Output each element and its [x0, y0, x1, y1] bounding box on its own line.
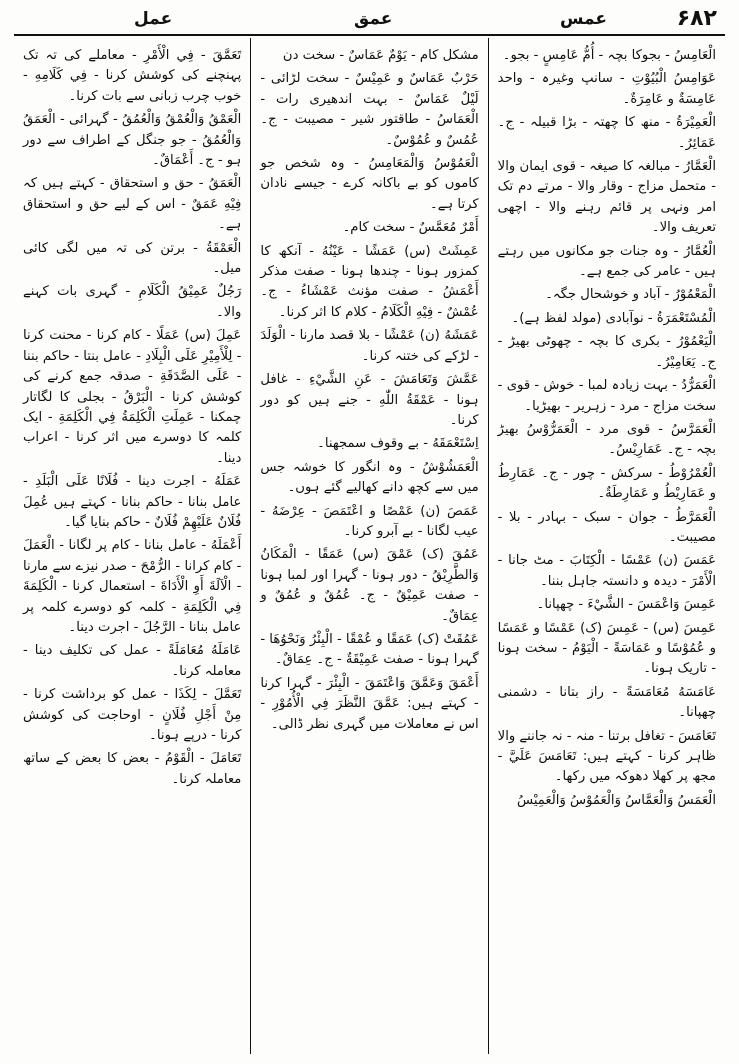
dictionary-entry: عَمَسَ (ن) عَمْسًا - الْكِتَابَ - مٹ جانا - الْأَمْرَ - دیدہ و دانستہ جاہل بننا۔: [497, 553, 716, 589]
dictionary-entry: الْعَمَّارُ - مبالغہ کا صیغہ - قوی ایمان والا - متحمل مزاج - وقار والا - مرتے دم تک امر ونہی پر قائم رہنے والا - اچھی تعریف والا۔: [497, 159, 716, 236]
dictionary-entry: الْعَمْقُ وَالْعُمْقُ وَالْعُمُقُ - گہرائی - الْعَمَقُ وَالْعُمُقُ - جو جنگل کے اطراف سے دور ہو - ج۔ أَعْمَاقٌ۔: [23, 112, 242, 169]
dictionary-columns: [14, 38, 725, 1054]
dictionary-entry: أَمْرٌ مُعَمَّسٌ - سخت کام۔: [342, 220, 479, 236]
dictionary-entry: الْعَامِسُ - بجوکا بچہ - أُمُّ عَامِسٍ - بجو۔: [502, 48, 716, 63]
column-right: [489, 38, 725, 1054]
page-header: [14, 4, 725, 36]
dictionary-entry: الْعُمَّارُ - وہ جنات جو مکانوں میں رہتے ہیں - عامر کی جمع ہے۔: [497, 243, 716, 280]
dictionary-entry: أَعْمَلَهُ - عامل بنانا - کام پر لگانا - الْعَمَلَ - کام کرانا - الرُّمْحَ - صدر نیزے سے مارنا - الْآلَةَ أَوِ الْأَدَاةَ - استعمال کرنا - الْكَلِمَةَ فِي الْكَلِمَةِ - کلمہ کو دوسرے کلمہ پر عامل بنانا - الرَّجُلَ - اجرت دینا۔: [23, 538, 242, 635]
dictionary-entry: أَعْمَقَ وَعَمَّقَ وَاعْتَمَقَ - الْبِئْرَ - گہرا کرنا - کہتے ہیں: عَمَّقَ النَّظَرَ فِي الْأُمُوْرِ - اس نے معاملات میں گہری نظر ڈالی۔: [260, 675, 479, 732]
dictionary-entry: اِسْتَعْمَقَهُ - بے وقوف سمجھنا۔: [317, 436, 479, 452]
dictionary-entry: حَرْبٌ عَمَاسٌ و عَمِيْسٌ - سخت لڑائی - لَيْلٌ عَمَاسٌ - بہت اندھیری رات - الْعَمَاسُ - طاقتور شیر - مصیبت - ج۔ عُمُسٌ و عُمُوْسٌ۔: [260, 71, 479, 148]
dictionary-entry: عَمُقَتْ (ک) عَمَقًا و عُمْقًا - الْبِئْرُ وَنَحْوُهَا - گہرا ہونا - صفت عَمِيْقَةٌ - ج۔ عِمَاقٌ۔: [260, 631, 479, 668]
dictionary-entry: تَعَامَلَ - الْقَوْمُ - بعض کا بعض کے ساتھ معاملہ کرنا۔: [23, 751, 242, 787]
page-number: ۶۸۲: [676, 6, 717, 31]
dictionary-entry: الْعَمَرَّطُ - جوان - سبک - بہادر - بلا - مصیبت۔: [497, 509, 716, 545]
dictionary-entry: الْعُمْرُوْطُ - سرکش - چور - ج۔ عَمَارِطُ و عَمَارِيْطُ و عَمَارِطَةٌ۔: [497, 465, 716, 502]
dictionary-entry: الْعَمَرَّسُ - قوی مرد - الْعَمَرُّوْسُ بھیڑ بچہ - ج۔ عَمَارِيْسُ۔: [497, 421, 716, 458]
running-head-center: عمق: [354, 9, 393, 29]
running-head-left: عمل: [134, 9, 173, 29]
dictionary-entry: الْعَمُوْسُ وَالْمَعَامِسُ - وہ شخص جو کاموں کو بے باکانہ کرے - جیسے نادان کرتا ہے۔: [260, 156, 479, 212]
dictionary-entry: عَمَلَهُ - اجرت دینا - فُلَانًا عَلَى الْبَلَدِ - عامل بنانا - حاکم بنانا - کہتے ہیں عُمِلَ فُلَانٌ عَلَيْهِمْ فُلَانٌ - حاکم بنایا گیا۔: [23, 474, 242, 530]
dictionary-entry: عَمَصَ (ن) عَمْصًا و اعْتَمَصَ - عِرْضَهُ - عیب لگانا - بے آبرو کرنا۔: [260, 503, 479, 539]
dictionary-entry: عَوَامِسُ الْبُيُوْتِ - سانپ وغیرہ - واحد عَامِسَةٌ و عَامِرَةٌ۔: [497, 71, 716, 107]
dictionary-entry: عَمُقَ (ک) عَمْقَ (س) عَمَقًا - الْمَكَانُ وَالطَّرِيْقُ - دور ہونا - گہرا اور لمبا ہونا - صفت عَمِيْقٌ - ج۔ عُمُقٌ و عُمُقٌ و عِمَاقٌ۔: [260, 547, 479, 624]
dictionary-entry: عَمَّشَ وَتَعَامَشَ - عَنِ الشَّيْءِ - غافل ہونا - عَمْقَةُ اللّٰهِ - جنے ہیں کو دور کرنا۔: [260, 372, 479, 428]
dictionary-entry: تَعَامَسَ - تغافل برتنا - منہ - نہ جاننے والا ظاہر کرنا - کہتے ہیں: تَعَامَسَ عَلَيَّ - مجھ پر کھلا دھوکہ میں رکھا۔: [497, 728, 716, 785]
dictionary-entry: الْعَمَقُ - حق و استحقاق - کہتے ہیں کہ فِيْهِ عَمَقٌ - اس کے لیے حق و استحقاق ہے۔: [23, 176, 242, 233]
dictionary-entry: عَمَشَهُ (ن) عَمْشًا - بلا قصد مارنا - الْوَلَدَ - لڑکے کی ختنہ کرنا۔: [260, 328, 479, 364]
dictionary-entry: مشکل کام - يَوْمٌ عَمَاسٌ - سخت دن: [282, 48, 479, 63]
dictionary-entry: الْعَمَشُوْشُ - وہ انگور کا خوشہ جس میں سے کچھ دانے کھالیے گئے ہوں۔: [260, 459, 479, 496]
dictionary-entry: عَمِلَ (س) عَمَلًا - کام کرنا - محنت کرنا - لِلْأَمِيْرِ عَلَى الْبِلَادِ - عامل بنتا - حاکم بننا - عَلَى الصَّدَقَةِ - صدقہ جمع کرنے کی کوشش کرنا - الْبَرْقُ - بجلی کا لگاتار چمکنا - عَمِلَتِ الْكَلِمَةُ فِي الْكَلِمَةِ - ایک کلمہ کا دوسرے میں اثر کرنا - اعراب دینا۔: [23, 328, 242, 466]
dictionary-entry: الْعَمَرُّدُ - بہت زیادہ لمبا - خوش - قوی - سخت مزاج - مرد - زہریر - بھیڑیا۔: [497, 378, 716, 414]
dictionary-entry: تَعَمَّلَ - لِكَذَا - عمل کو برداشت کرنا - مِنْ أَجْلِ فُلَانٍ - اوحاجت کی کوشش کرنا - درپے ہونا۔: [23, 687, 242, 743]
dictionary-entry: رَجُلٌ عَمِيْقُ الْكَلَامِ - گہری بات کہنے والا۔: [23, 284, 242, 320]
dictionary-entry: عَمِشَتْ (س) عَمَشًا - عَيْنُهُ - آنکھ کا کمزور ہونا - چندھا ہونا - صفت مذکر أَعْمَشُ - صفت مؤنث عَمْشَاءُ - ج۔ عُمْشٌ - فِيْهِ الْكَلَامُ - کلام کا اثر کرنا۔: [260, 243, 479, 320]
dictionary-entry: الْعَمِيْرَةُ - منھ کا چھتہ - بڑا قبیلہ - ج۔ عَمَائِرُ۔: [497, 115, 716, 151]
column-center: [251, 38, 488, 1054]
dictionary-entry: الْمُسْتَعْمَرَةُ - نوآبادی (مولد لفظ ہے)۔: [511, 310, 716, 326]
dictionary-entry: عَامَلَهُ مُعَامَلَةً - عمل کی تکلیف دینا - معاملہ کرنا۔: [23, 643, 242, 679]
dictionary-entry: عَمِسَ (س) - عَمِسَ (ک) عَمْسًا و عَمَسًا و عُمُوْسًا و عَمَاسَةً - الْيَوْمُ - سخت ہونا - تاریک ہونا۔: [497, 620, 716, 677]
dictionary-entry: عَامَسَهُ مُعَامَسَةً - راز بتانا - دشمنی چھپانا۔: [497, 684, 716, 721]
dictionary-entry: تَعَمَّقَ - فِي الْأَمْرِ - معاملے کی تہ تک پہنچنے کی کوشش کرنا - فِي كَلَامِهِ - خوب چرب زبانی سے بات کرنا۔: [23, 48, 242, 104]
column-left: [14, 38, 251, 1054]
running-head-right: عمس: [559, 9, 607, 29]
dictionary-entry: الْعَمَسُ وَالْعَمَّاسُ وَالْعَمُوْسُ وَالْعَمِيْسُ: [517, 792, 716, 808]
dictionary-entry: الْيَعْمُوْرُ - بکری کا بچہ - چھوٹی بھیڑ - ج۔ يَعَامِيْرُ۔: [497, 334, 716, 370]
dictionary-entry: الْعَمْقَةُ - برتن کی تہ میں لگی کائی میل۔: [23, 240, 242, 277]
dictionary-entry: عَمِسَ وَاعْمَسَ - الشَّيْءَ - چھپانا۔: [536, 597, 716, 613]
dictionary-entry: الْمَعْمُوْرُ - آباد و خوشحال جگہ۔: [545, 287, 716, 303]
